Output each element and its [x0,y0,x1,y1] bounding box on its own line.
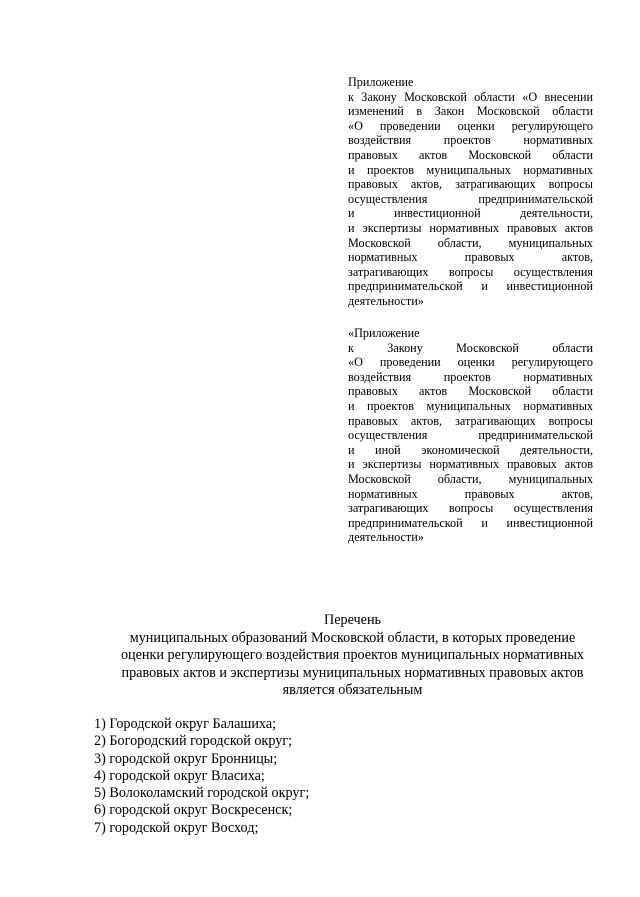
appendix-line: к Закону Московской области «О внесении [348,89,593,104]
appendix-line: «Приложение [348,326,420,340]
appendix-line: «О проведении оценки регулирующего [348,355,593,370]
appendix-line: затрагивающих вопросы осуществления [348,264,593,279]
appendix-line: и экспертизы нормативных правовых актов [348,220,593,235]
appendix-note-amending-law [348,75,593,309]
appendix-line: осуществления предпринимательской [348,191,593,206]
appendix-line: Московской области, муниципальных [348,235,593,250]
appendix-line: и инвестиционной деятельности, [348,206,593,221]
appendix-line: к Закону Московской области [348,340,593,355]
appendix-line: нормативных правовых актов, [348,250,593,265]
appendix-line: правовых актов, затрагивающих вопросы [348,177,593,192]
appendix-line: Московской области, муниципальных [348,471,593,486]
appendix-note-original-law [348,326,593,545]
appendix-line: воздействия проектов нормативных [348,133,593,148]
list-item: 2) Богородский городской округ; [94,733,293,750]
appendix-line: предпринимательской и инвестиционной [348,515,593,530]
appendix-line: и экспертизы нормативных правовых актов [348,457,593,472]
appendix-line: деятельности» [348,293,424,308]
appendix-line: правовых актов, затрагивающих вопросы [348,413,593,428]
appendix-line: правовых актов Московской области [348,147,593,162]
appendix-line: осуществления предпринимательской [348,428,593,443]
title-line: является обязательным [282,682,423,699]
list-item: 6) городской округ Воскресенск; [94,802,293,819]
list-item: 7) городской округ Восход; [94,819,259,836]
appendix-line: «О проведении оценки регулирующего [348,118,593,133]
title-line: муниципальных образований Московской области, в которых проведение [129,629,576,646]
appendix-line: нормативных правовых актов, [348,486,593,501]
appendix-line: воздействия проектов нормативных [348,369,593,384]
document-title [80,612,625,700]
municipality-list [94,716,309,837]
title-line: правовых актов и экспертизы муниципальных нормативных правовых актов [121,664,584,681]
title-line: оценки регулирующего воздействия проектов муниципальных нормативных [120,647,585,664]
appendix-line: предпринимательской и инвестиционной [348,279,593,294]
appendix-line: и проектов муниципальных нормативных [348,162,593,177]
list-item: 3) городской округ Бронницы; [94,750,278,767]
list-item: 5) Волоколамский городской округ; [94,785,310,802]
list-item: 1) Городской округ Балашиха; [94,716,277,732]
title-line: Перечень [323,612,382,628]
appendix-line: деятельности» [348,530,424,545]
list-item: 4) городской округ Власиха; [94,767,265,784]
appendix-line: и иной экономической деятельности, [348,442,593,457]
appendix-line: правовых актов Московской области [348,384,593,399]
appendix-line: затрагивающих вопросы осуществления [348,501,593,516]
appendix-line: Приложение [348,75,414,89]
appendix-line: и проектов муниципальных нормативных [348,398,593,413]
appendix-line: изменений в Закон Московской области [348,104,593,119]
